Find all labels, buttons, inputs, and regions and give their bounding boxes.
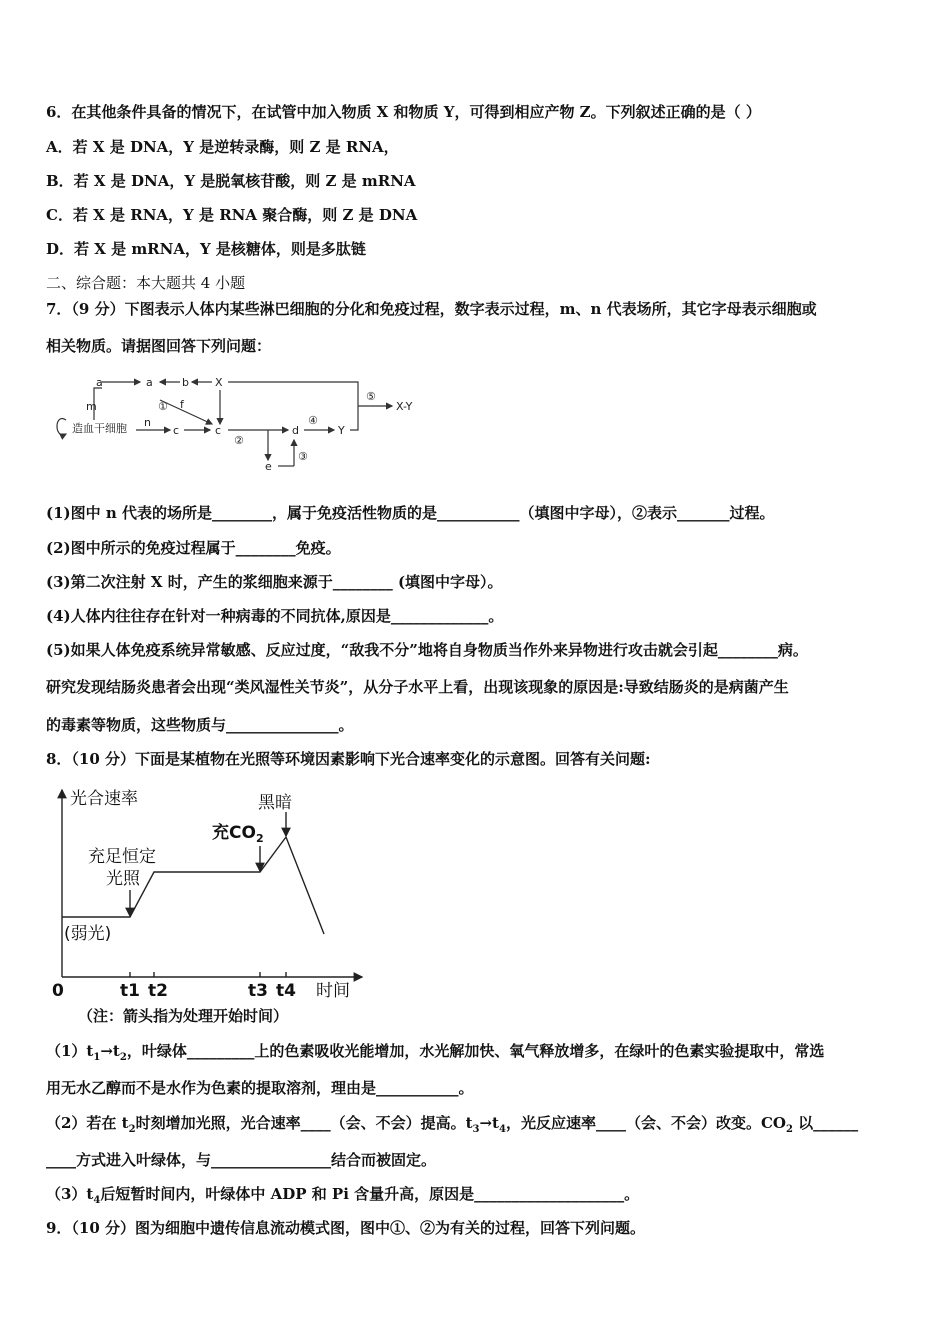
q7-stem-line2: 相关物质。请据图回答下列问题： xyxy=(46,337,272,355)
process-4: ④ xyxy=(308,414,318,427)
section-heading: 二、综合题：本大题共 4 小题 xyxy=(46,274,246,292)
process-1: ① xyxy=(158,400,168,413)
q6-option-c: C．若 X 是 RNA，Y 是 RNA 聚合酶，则 Z 是 DNA xyxy=(46,206,418,224)
label-n: n xyxy=(144,416,151,429)
tick-t3: t3 xyxy=(248,981,268,1001)
stem-cell-label: 造血干细胞 xyxy=(72,422,127,435)
node-e: e xyxy=(265,460,272,473)
weak-light-label: (弱光) xyxy=(64,924,112,944)
node-f: f xyxy=(180,398,184,411)
q8-sub1: $(1)t_1\to t_2$，叶绿体_________上的色素吸收光能增加，水光解加快、氧气释放增多，在绿叶的色素实验提取中，常选 xyxy=(46,1042,825,1063)
origin-label: 0 xyxy=(52,981,64,1001)
q8-sub2: （2）若在 $t_2$时刻增加光照，光合速率____（会、不会）提高。$t_3\to t_4$，光反应速率____（会、不会）改变。$CO_2$ 以______ xyxy=(46,1114,859,1135)
q8-sub3: $(3)t_4$后短暂时间内，叶绿体中 ADP 和 Pi 含量升高，原因是____________________。 xyxy=(46,1185,640,1206)
q6-stem: 6．在其他条件具备的情况下，在试管中加入物质 X 和物质 Y，可得到相应产物 Z。下列叙述正确的是（ ） xyxy=(46,103,761,121)
node-a: a xyxy=(146,376,153,389)
dark-label: 黑暗 xyxy=(258,793,292,813)
q9-stem: 9．（10 分）图为细胞中遗传信息流动模式图，图中①、②为有关的过程，回答下列问题。 xyxy=(46,1219,646,1237)
q7-sub5: (5)如果人体免疫系统异常敏感、反应过度，“敌我不分”地将自身物质当作外来异物进行攻击就会引起________病。 xyxy=(46,641,808,659)
light-label-2: 光照 xyxy=(106,869,140,889)
label-m: m xyxy=(86,400,97,413)
q8-stem: 8．（10 分）下面是某植物在光照等环境因素影响下光合速率变化的示意图。回答有关问题: xyxy=(46,750,651,768)
tick-t4: t4 xyxy=(276,981,296,1001)
q6-option-d: D．若 X 是 mRNA，Y 是核糖体，则是多肽链 xyxy=(46,240,366,258)
tick-t1: t1 xyxy=(120,981,140,1001)
q6-option-a: A．若 X 是 DNA，Y 是逆转录酶，则 Z 是 RNA， xyxy=(46,138,399,156)
process-3: ③ xyxy=(298,450,308,463)
q6-option-b: B．若 X 是 DNA，Y 是脱氧核苷酸，则 Z 是 mRNA xyxy=(46,172,416,190)
process-5: ⑤ xyxy=(366,390,376,403)
q7-sub1: (1)图中 n 代表的场所是________，属于免疫活性物质的是___________（填图中字母），②表示_______过程。 xyxy=(46,504,775,522)
photosynthesis-rate-chart xyxy=(44,782,374,1004)
tick-t2: t2 xyxy=(148,981,168,1001)
q7-sub4: (4)人体内往往存在针对一种病毒的不同抗体,原因是_____________。 xyxy=(46,607,504,625)
node-y: Y xyxy=(338,424,345,437)
y-axis-label: 光合速率 xyxy=(70,789,138,809)
node-x-y: X-Y xyxy=(396,400,413,413)
chart-note: （注：箭头指为处理开始时间） xyxy=(78,1007,289,1025)
light-label-1: 充足恒定 xyxy=(88,847,156,867)
q7-sub5-line3: 的毒素等物质，这些物质与_______________。 xyxy=(46,716,354,734)
q8-sub1-line2: 用无水乙醇而不是水作为色素的提取溶剂，理由是___________。 xyxy=(46,1079,474,1097)
x-axis-label: 时间 xyxy=(316,981,350,1001)
node-c-right: c xyxy=(215,424,222,437)
process-2: ② xyxy=(234,434,244,447)
node-b: b xyxy=(182,376,189,389)
q8-sub2-line2: ____方式进入叶绿体，与________________结合而被固定。 xyxy=(46,1151,437,1169)
immune-process-diagram xyxy=(52,368,442,478)
q7-stem-line1: 7．（9 分）下图表示人体内某些淋巴细胞的分化和免疫过程，数字表示过程，m、n 代表场所，其它字母表示细胞或 xyxy=(46,300,817,318)
q7-sub2: (2)图中所示的免疫过程属于________免疫。 xyxy=(46,539,341,557)
node-x: X xyxy=(215,376,223,389)
node-a-left: a xyxy=(96,376,103,389)
co2-label: 充$CO_2$ xyxy=(212,823,264,845)
q7-sub5-line2: 研究发现结肠炎患者会出现“类风湿性关节炎”，从分子水平上看，出现该现象的原因是:导致结肠炎的是病菌产生 xyxy=(46,678,789,696)
node-c-mid: c xyxy=(173,424,180,437)
q7-sub3: (3)第二次注射 X 时，产生的浆细胞来源于________ (填图中字母）。 xyxy=(46,573,503,591)
node-d: d xyxy=(292,424,299,437)
